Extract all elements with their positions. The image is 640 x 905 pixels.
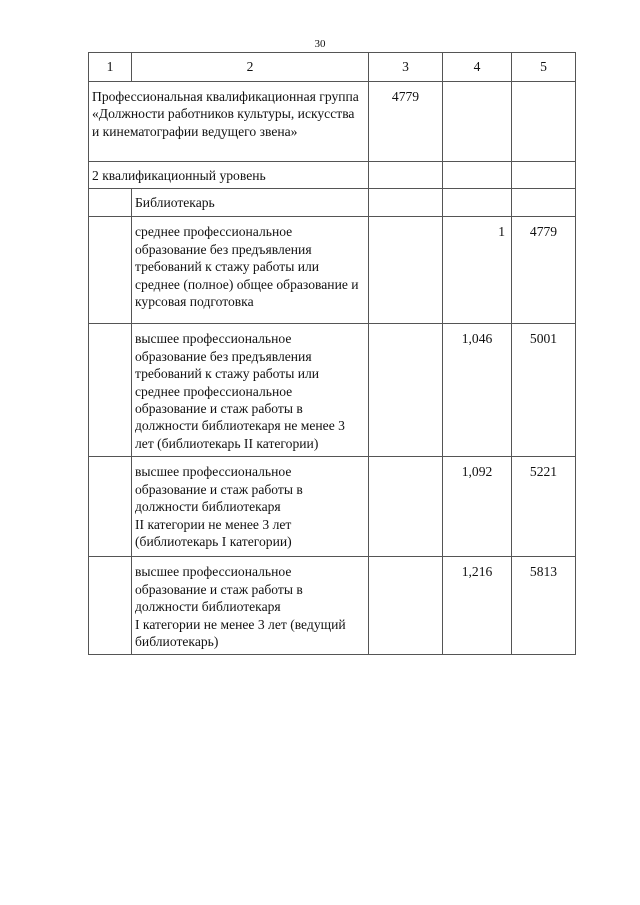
column-number-5: 5: [512, 53, 576, 82]
requirement-coefficient: 1,046: [443, 324, 512, 457]
requirement-row: [89, 324, 576, 457]
column-number-4: 4: [443, 53, 512, 82]
group-salary-empty: [512, 82, 576, 162]
requirement-row: [89, 457, 576, 557]
group-title: Профессиональная квалификационная группа «Должности работников культуры, искусства и кинематографии ведущего звена»: [89, 82, 369, 162]
requirement-col1-empty: [89, 324, 132, 457]
requirement-coefficient: 1: [443, 217, 512, 324]
column-number-1: 1: [89, 53, 132, 82]
requirement-salary: 4779: [512, 217, 576, 324]
column-number-row: [89, 53, 576, 82]
position-title: Библиотекарь: [132, 189, 369, 217]
requirement-coefficient: 1,216: [443, 557, 512, 655]
requirement-col3-empty: [369, 217, 443, 324]
requirement-col1-empty: [89, 217, 132, 324]
requirement-salary: 5221: [512, 457, 576, 557]
requirement-text: среднее профессиональное образование без предъявления требований к стажу работы или среднее (полное) общее образование и курсовая подготовка: [132, 217, 369, 324]
level-row: [89, 162, 576, 189]
requirement-col3-empty: [369, 324, 443, 457]
group-coefficient-empty: [443, 82, 512, 162]
page-number: 30: [314, 38, 326, 50]
requirement-text: высшее профессиональное образование и стаж работы в должности библиотекаря I категории не менее 3 лет (ведущий библиотекарь): [132, 557, 369, 655]
position-col1-empty: [89, 189, 132, 217]
column-number-2: 2: [132, 53, 369, 82]
requirement-coefficient: 1,092: [443, 457, 512, 557]
level-col5-empty: [512, 162, 576, 189]
requirement-salary: 5001: [512, 324, 576, 457]
level-col4-empty: [443, 162, 512, 189]
level-col3-empty: [369, 162, 443, 189]
position-col3-empty: [369, 189, 443, 217]
group-row: [89, 82, 576, 162]
group-base-salary: 4779: [369, 82, 443, 162]
position-row: [89, 189, 576, 217]
requirement-col3-empty: [369, 457, 443, 557]
requirement-col1-empty: [89, 557, 132, 655]
level-title: 2 квалификационный уровень: [89, 162, 369, 189]
requirement-text: высшее профессиональное образование и стаж работы в должности библиотекаря II категории не менее 3 лет (библиотекарь I категории): [132, 457, 369, 557]
position-col4-empty: [443, 189, 512, 217]
requirement-text: высшее профессиональное образование без предъявления требований к стажу работы или среднее профессиональное образование и стаж работы в должности библиотекаря не менее 3 лет (библиотекарь II категории): [132, 324, 369, 457]
requirement-salary: 5813: [512, 557, 576, 655]
requirement-col1-empty: [89, 457, 132, 557]
position-col5-empty: [512, 189, 576, 217]
salary-table: [88, 52, 576, 655]
requirement-row: [89, 217, 576, 324]
requirement-row: [89, 557, 576, 655]
column-number-3: 3: [369, 53, 443, 82]
requirement-col3-empty: [369, 557, 443, 655]
